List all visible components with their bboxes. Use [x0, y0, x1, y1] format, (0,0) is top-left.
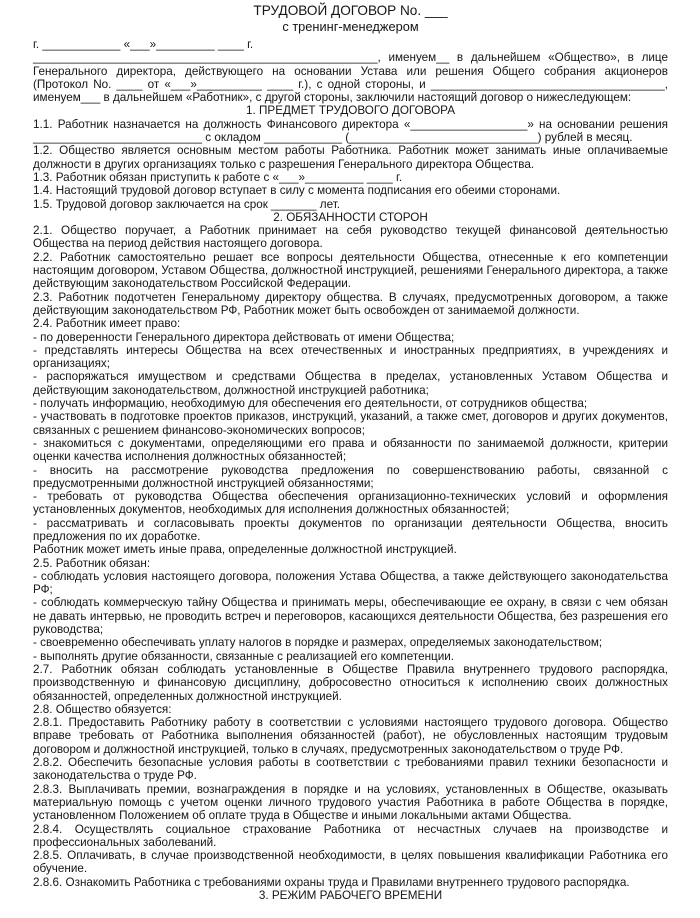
- contract-paragraph: 2.4. Работник имеет право:: [33, 317, 181, 331]
- contract-paragraph: - представлять интересы Общества на всех отечественных и иностранных предприятиях, в учреждениях и организациях;: [33, 343, 668, 371]
- contract-paragraph: 2.8.3. Выплачивать премии, вознаграждения в порядке и на условиях, установленных в Обществе, оказывать материальную помощь с учетом оценки личного трудового участия Работника в работе Общества в порядке, установленном Положением об оплате труда в Обществе и иными локальными актами Общества.: [33, 782, 668, 823]
- contract-paragraph: 2.8.1. Предоставить Работнику работу в соответствии с условиями настоящего трудового договора. Общество вправе требовать от Работника выполнения обязанностей (работ), не обусловленных настоящим трудовым договором и должностной инструкцией, только в случаях, предусмотренных законодательством о труде РФ.: [33, 716, 668, 756]
- preamble-paragraph: _____________________________________________________, именуем__ в дальнейшем «Общество», в лице Генерального директора, действующего на основании Устава или решения Общего собрания акционеров (Протокол No. ____ от «___»__________ ____ г.), с одной стороны, и ____________________________________, именуем___ в дальнейшем «Работник», с другой стороны, заключили настоящий договор о нижеследующем:: [33, 51, 668, 105]
- contract-paragraph: 2.8.5. Оплачивать, в случае производственной необходимости, в целях повышения квалификации Работника его обучение.: [33, 849, 668, 876]
- contract-paragraph: 2.8.2. Обеспечить безопасные условия работы в соответствии с требованиями правил техники безопасности и законодательства о труде РФ.: [33, 756, 668, 783]
- contract-paragraph: 1.5. Трудовой договор заключается на срок _______ лет.: [33, 197, 341, 211]
- contract-paragraph: - получать информацию, необходимую для обеспечения его деятельности, от сотрудников общества;: [33, 397, 588, 411]
- contract-paragraph: 1.4. Настоящий трудовой договор вступает в силу с момента подписания его обеими сторонами.: [33, 184, 561, 198]
- contract-paragraph: 2.7. Работник обязан соблюдать установленные в Обществе Правила внутреннего трудового распорядка, производственную и финансовую дисциплину, добросовестно относиться к исполнению своих должностных обязанностей, определенных должностной инструкцией.: [33, 662, 668, 703]
- section-heading-1: 1. ПРЕДМЕТ ТРУДОВОГО ДОГОВОРА: [246, 104, 455, 118]
- contract-paragraph: - знакомиться с документами, определяющими его права и обязанности по занимаемой должности, критерии оценки качества исполнения должностных обязанностей;: [33, 436, 668, 464]
- sections-container: [33, 104, 668, 902]
- contract-paragraph: 2.8.6. Ознакомить Работника с требованиями охраны труда и Правилами внутреннего трудового распорядка.: [33, 875, 630, 889]
- section-heading-3: 3. РЕЖИМ РАБОЧЕГО ВРЕМЕНИ: [258, 889, 443, 902]
- contract-paragraph: 2.1. Общество поручает, а Работник принимает на себя руководство текущей финансовой деятельностью Общества на период действия настоящего договора.: [33, 224, 668, 251]
- contract-paragraph: 2.8. Общество обязуется:: [33, 702, 172, 716]
- contract-paragraph: 2.3. Работник подотчетен Генеральному директору общества. В случаях, предусмотренных договором, а также действующим законодательством РФ, Работник может быть освобожден от занимаемой должности.: [33, 290, 668, 317]
- contract-paragraph: - выполнять другие обязанности, связанные с реализацией его компетенции.: [33, 649, 455, 663]
- contract-paragraph: 1.1. Работник назначается на должность Финансового директора «__________________» на основании решения __________________________ с окладом ____________ (_____________________________) рублей в месяц.: [33, 117, 668, 145]
- contract-paragraph: - своевременно обеспечивать уплату налогов в порядке и размерах, определяемых законодательством;: [33, 636, 603, 650]
- contract-paragraph: 1.2. Общество является основным местом работы Работника. Работник может занимать иные оплачиваемые должности в других организациях только с разрешения Генерального директора Общества.: [33, 144, 668, 171]
- section-heading-2: 2. ОБЯЗАННОСТИ СТОРОН: [273, 210, 428, 224]
- contract-paragraph: 2.2. Работник самостоятельно решает все вопросы деятельности Общества, отнесенные к его компетенции настоящим договором, Уставом Общества, должностной инструкцией, решениями Генерального директора, а также действующим законодательством Российской Федерации.: [33, 250, 668, 291]
- contract-paragraph: 2.8.4. Осуществлять социальное страхование Работника от несчастных случаев на производстве и профессиональных заболеваний.: [33, 822, 668, 849]
- contract-paragraph: 2.5. Работник обязан:: [33, 556, 151, 570]
- contract-paragraph: - по доверенности Генерального директора действовать от имени Общества;: [33, 330, 455, 344]
- contract-paragraph: - требовать от руководства Общества обеспечения организационно-технических условий и оформления установленных документов, необходимых для исполнения должностных обязанностей;: [33, 490, 668, 517]
- contract-paragraph: - распоряжаться имуществом и средствами Общества в пределах, установленных Уставом Общества и действующим законодательством, должностной инструкцией работника;: [33, 370, 668, 397]
- contract-paragraph: 1.3. Работник обязан приступить к работе с «___»_________ ____ г.: [33, 170, 403, 184]
- contract-paragraph: - вносить на рассмотрение руководства предложения по совершенствованию работы, связанной с предусмотренными должностной инструкцией обязанностями;: [33, 463, 668, 490]
- city-date-line: г. ____________ «___»_________ ____ г.: [33, 38, 254, 51]
- contract-paragraph: - участвовать в подготовке проектов приказов, инструкций, указаний, а также смет, договоров и других документов, связанных с решением финансово-экономических вопросов;: [33, 410, 668, 437]
- document-subtitle: с тренинг-менеджером: [282, 19, 419, 34]
- contract-paragraph: - соблюдать коммерческую тайну Общества и принимать меры, обеспечивающие ее охрану, в связи с чем обязан не давать интервью, не проводить встреч и переговоров, касающихся деятельности Общества, без разрешения его руководства;: [33, 596, 668, 637]
- contract-paragraph: - соблюдать условия настоящего договора, положения Устава Общества, а также действующего законодательства РФ;: [33, 569, 668, 597]
- contract-paragraph: - рассматривать и согласовывать проекты документов по организации деятельности Общества, вносить предложения по их доработке.: [33, 516, 668, 543]
- document-title: ТРУДОВОЙ ДОГОВОР No. ___: [253, 3, 448, 18]
- contract-paragraph: Работник может иметь иные права, определенные должностной инструкцией.: [33, 543, 457, 557]
